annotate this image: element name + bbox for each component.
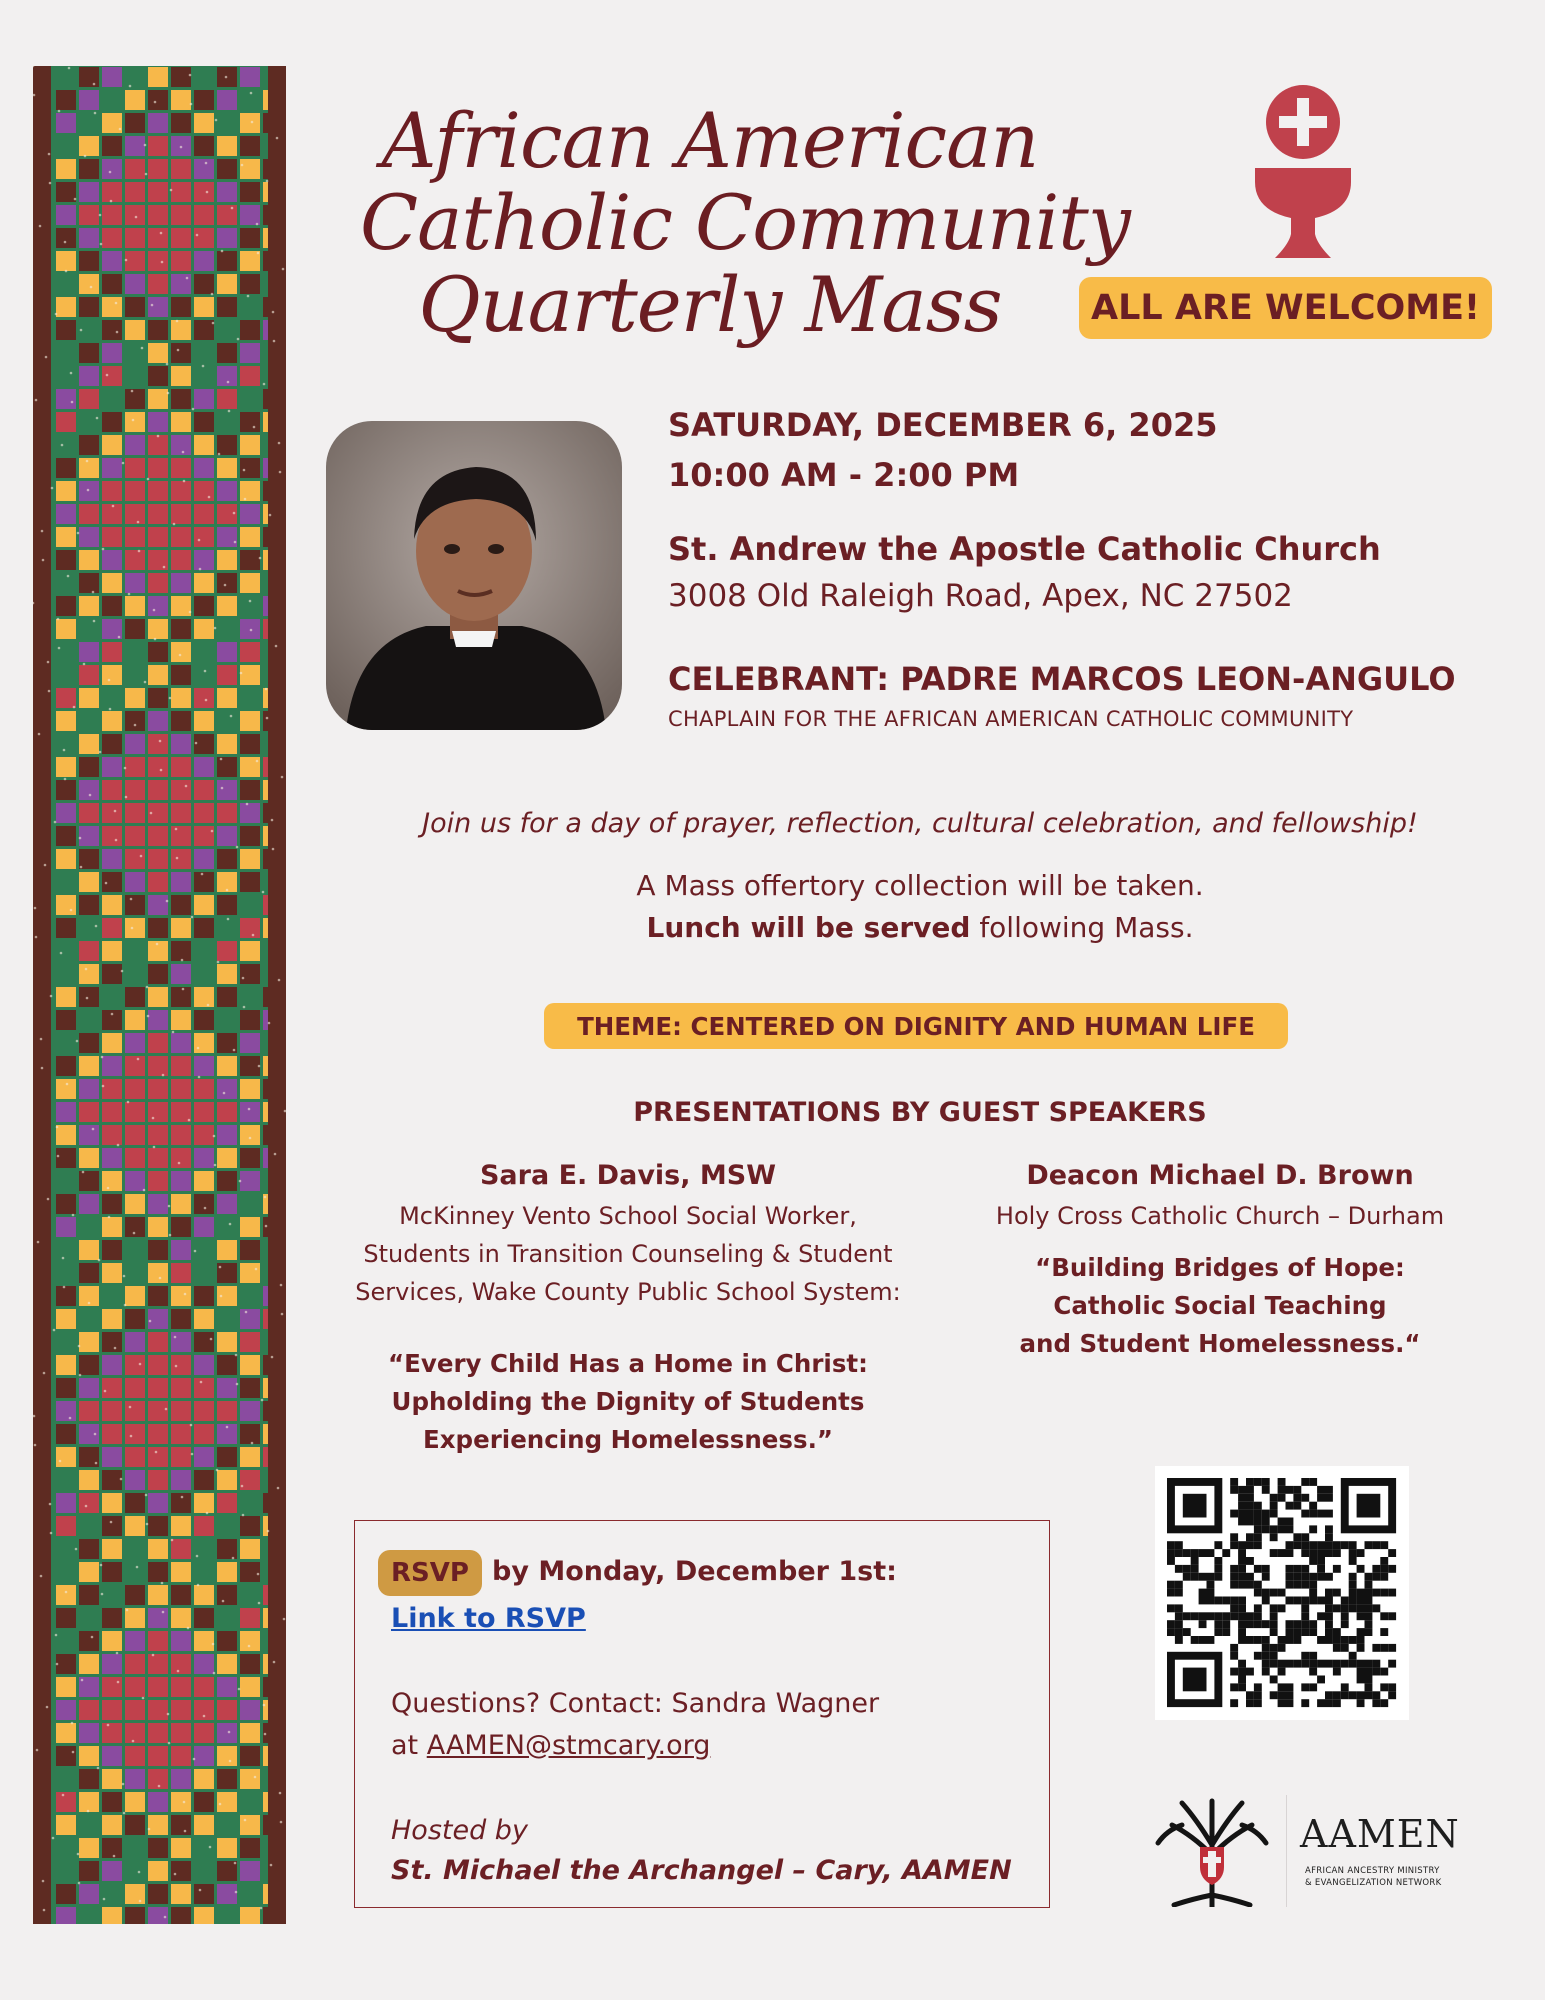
lunch-rest: following Mass. — [970, 911, 1194, 944]
presentations-heading: PRESENTATIONS BY GUEST SPEAKERS — [633, 1097, 1207, 1128]
speaker-1-desc-2: Students in Transition Counseling & Student — [363, 1240, 893, 1268]
email-line — [391, 1730, 710, 1761]
lunch-bold: Lunch will be served — [646, 911, 971, 944]
kente-border — [33, 66, 286, 1924]
speaker-2-talk-3: and Student Homelessness.“ — [1019, 1329, 1421, 1358]
church-address: 3008 Old Raleigh Road, Apex, NC 27502 — [668, 578, 1293, 614]
logo-divider — [1286, 1795, 1287, 1907]
speaker-2-desc-1: Holy Cross Catholic Church – Durham — [995, 1202, 1445, 1230]
speaker-1-talk-1: “Every Child Has a Home in Christ: — [388, 1349, 868, 1378]
speaker-1-name: Sara E. Davis, MSW — [479, 1160, 776, 1191]
speaker-1-desc-1: McKinney Vento School Social Worker, — [399, 1202, 857, 1230]
all-are-welcome-badge: ALL ARE WELCOME! — [1079, 277, 1492, 339]
hosted-by-label: Hosted by — [391, 1815, 528, 1846]
speaker-2-talk-1: “Building Bridges of Hope: — [1035, 1253, 1405, 1282]
church-name: St. Andrew the Apostle Catholic Church — [668, 530, 1381, 568]
speaker-2-talk-2: Catholic Social Teaching — [1053, 1291, 1387, 1320]
event-time: 10:00 AM - 2:00 PM — [668, 456, 1020, 494]
chalice-icon — [1255, 84, 1351, 258]
aamen-subtitle-1: AFRICAN ANCESTRY MINISTRY — [1305, 1866, 1440, 1876]
title-line-1: African American — [381, 96, 1039, 185]
title-line-2: Catholic Community — [360, 178, 1130, 267]
rsvp-badge: RSVP — [378, 1550, 482, 1596]
aamen-subtitle-2: & EVANGELIZATION NETWORK — [1305, 1878, 1442, 1888]
contact-email-link[interactable]: AAMEN@stmcary.org — [426, 1730, 711, 1761]
speaker-1-talk-3: Experiencing Homelessness.” — [423, 1425, 833, 1454]
title-line-3: Quarterly Mass — [418, 260, 1002, 349]
qr-code[interactable] — [1155, 1466, 1409, 1720]
email-at: at — [391, 1730, 427, 1761]
aamen-logo-text: AAMEN — [1300, 1812, 1460, 1856]
invitation-text: Join us for a day of prayer, reflection, cultural celebration, and fellowship! — [422, 808, 1418, 839]
speaker-2-name: Deacon Michael D. Brown — [1026, 1160, 1414, 1191]
event-date: SATURDAY, DECEMBER 6, 2025 — [668, 406, 1218, 444]
event-title — [360, 96, 1130, 349]
celebrant-photo — [326, 421, 622, 730]
questions-contact: Questions? Contact: Sandra Wagner — [391, 1688, 880, 1719]
host-name: St. Michael the Archangel – Cary, AAMEN — [391, 1855, 1012, 1886]
rsvp-link[interactable]: Link to RSVP — [391, 1603, 586, 1634]
lunch-text — [300, 911, 1540, 944]
tree-logo-icon — [1152, 1795, 1272, 1907]
speaker-1-talk-2: Upholding the Dignity of Students — [391, 1387, 865, 1416]
speaker-1 — [318, 1160, 938, 1459]
theme-badge: THEME: CENTERED ON DIGNITY AND HUMAN LIFE — [544, 1003, 1288, 1049]
speaker-1-desc-3: Services, Wake County Public School System: — [355, 1278, 901, 1306]
celebrant-name: CELEBRANT: PADRE MARCOS LEON-ANGULO — [668, 660, 1456, 698]
rsvp-deadline: by Monday, December 1st: — [492, 1556, 897, 1587]
celebrant-role: CHAPLAIN FOR THE AFRICAN AMERICAN CATHOLIC COMMUNITY — [668, 707, 1354, 731]
speaker-2 — [960, 1160, 1480, 1363]
offertory-text: A Mass offertory collection will be taken. — [636, 869, 1204, 902]
